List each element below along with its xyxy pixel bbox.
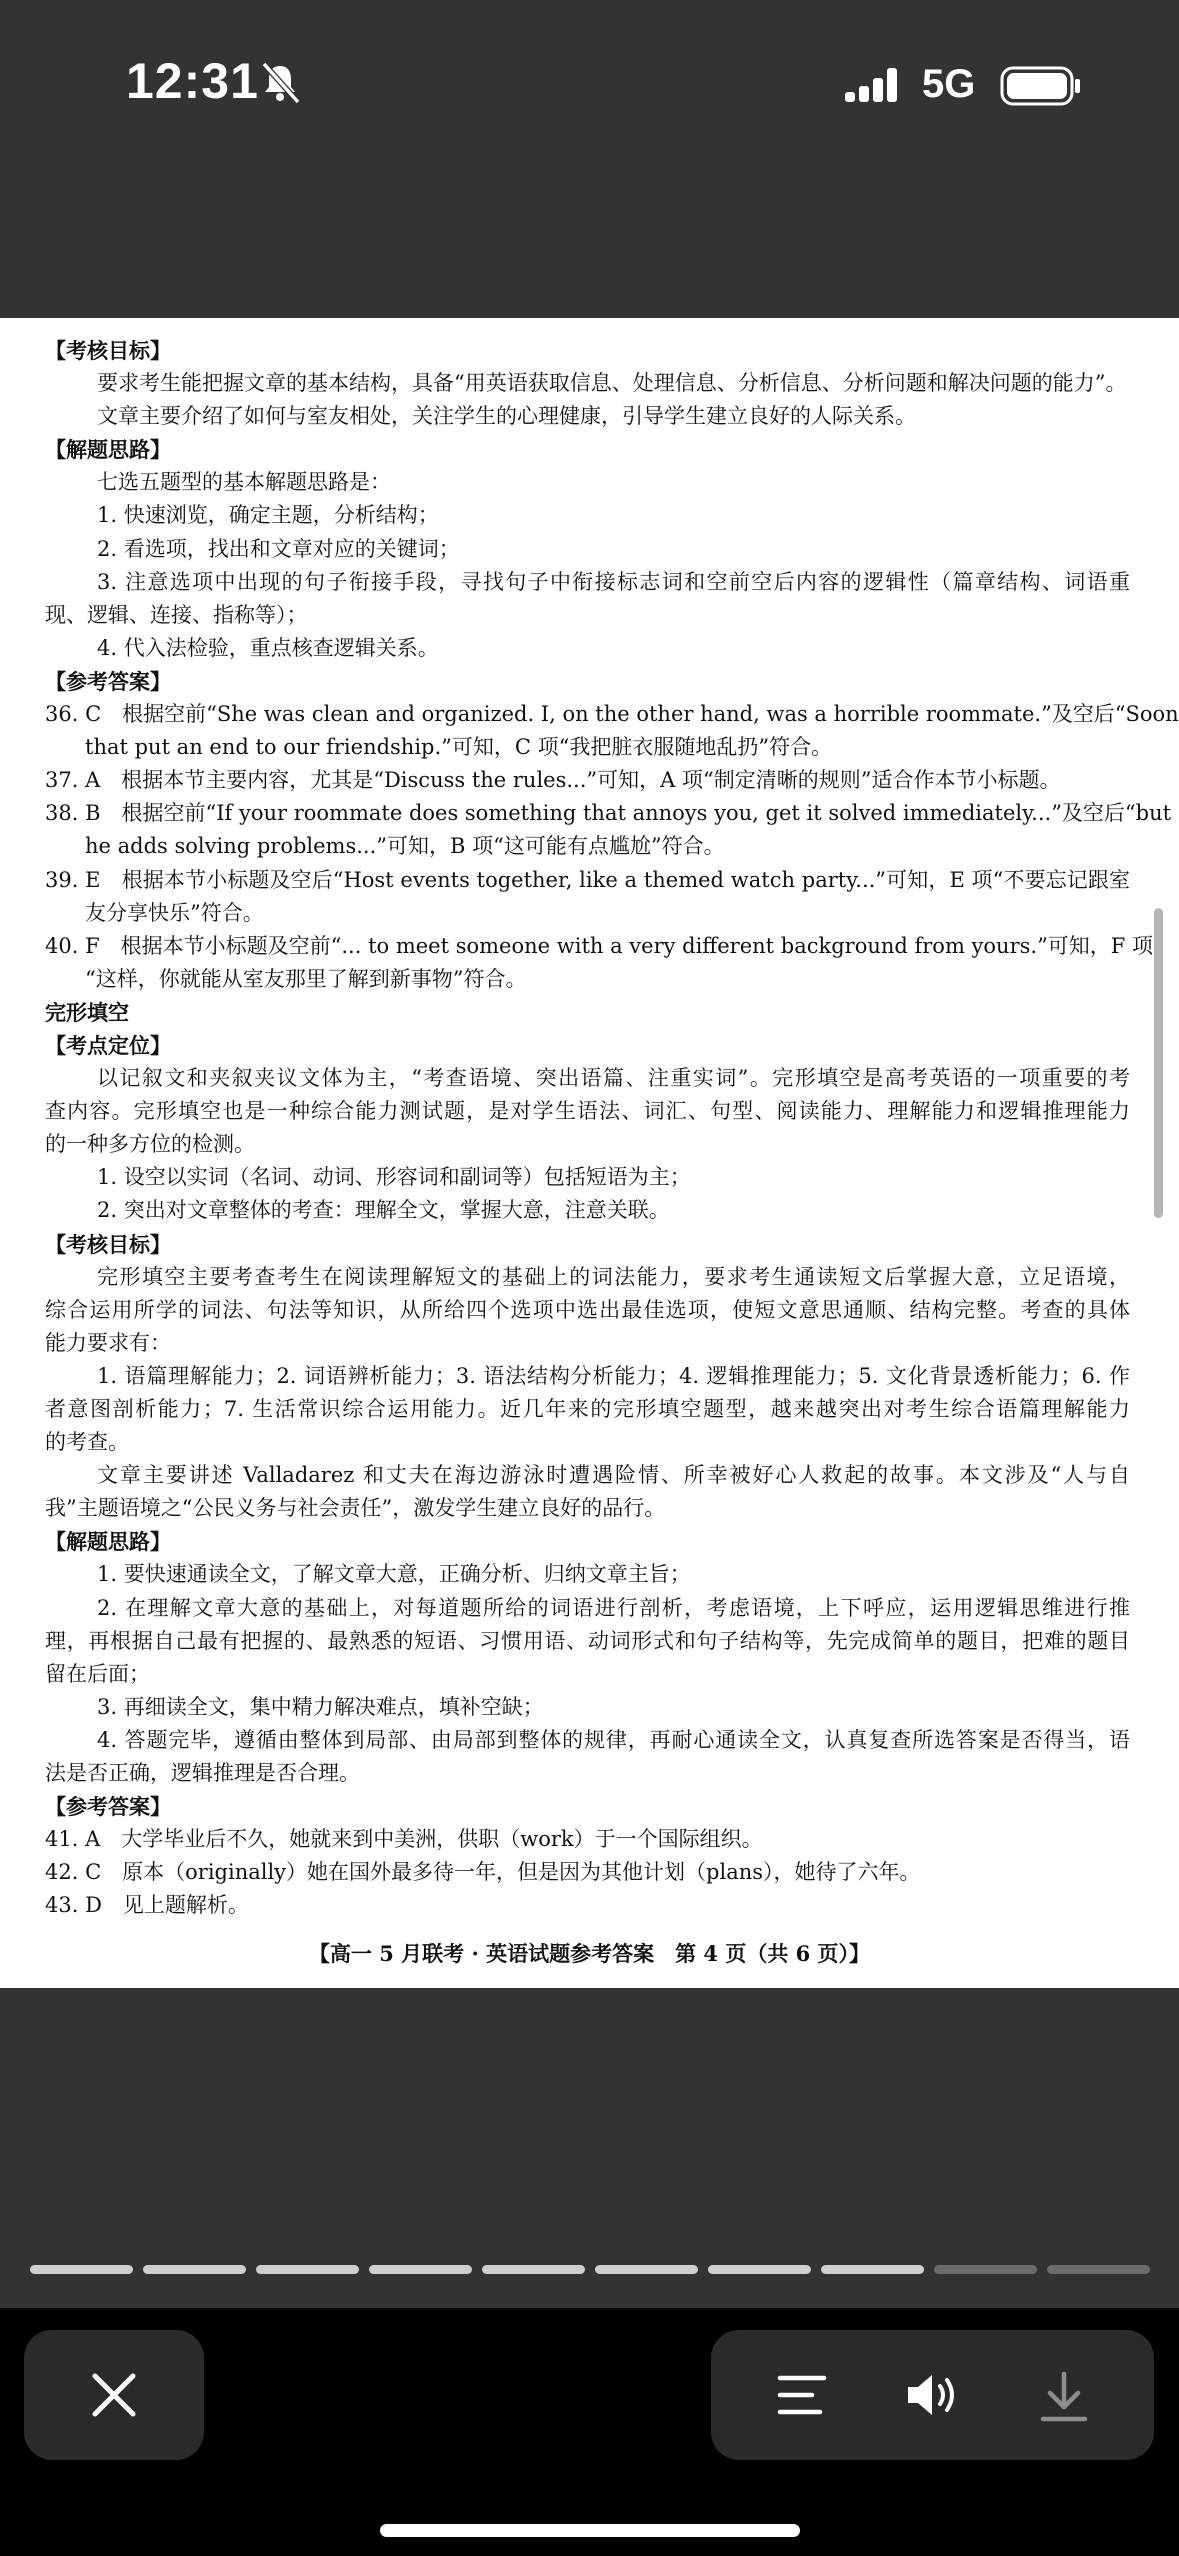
text-line: 综合运用所学的词法、句法等知识，从所给四个选项中选出最佳选项，使短文意思通顺、结构完整。考查的具体: [45, 1297, 1130, 1322]
text-line: he adds solving problems...”可知，B 项“这可能有点尴尬”符合。: [85, 834, 725, 859]
progress-segment: [1047, 2265, 1150, 2274]
progress-segment: [934, 2265, 1037, 2274]
text-line: 41. A 大学毕业后不久，她就来到中美洲，供职（work）于一个国际组织。: [45, 1827, 763, 1852]
status-bar: [0, 0, 1179, 160]
speaker-icon[interactable]: [904, 2370, 964, 2420]
text-line: 文章主要讲述 Valladarez 和丈夫在海边游泳时遭遇险情、所幸被好心人救起的故事。本文涉及“人与自: [97, 1463, 1130, 1488]
status-time: 12:31: [126, 53, 259, 109]
battery-icon: [1000, 64, 1082, 108]
text-line: that put an end to our friendship.”可知，C 项“我把脏衣服随地乱扔”符合。: [85, 735, 833, 760]
text-line: 42. C 原本（originally）她在国外最多待一年，但是因为其他计划（plans），她待了六年。: [45, 1860, 921, 1885]
text-line: 1. 要快速通读全文，了解文章大意，正确分析、归纳文章主旨；: [97, 1562, 691, 1587]
text-line: 完形填空主要考查考生在阅读理解短文的基础上的词法能力，要求考生通读短文后掌握大意，立足语境，: [97, 1264, 1130, 1289]
tools-panel: [711, 2330, 1154, 2460]
scrollbar[interactable]: [1154, 908, 1163, 1218]
text-line: 能力要求有：: [45, 1330, 171, 1355]
text-line: 4. 代入法检验，重点核查逻辑关系。: [97, 635, 439, 660]
download-icon[interactable]: [1039, 2370, 1089, 2424]
text-line: 1. 设空以实词（名词、动词、形容词和副词等）包括短语为主；: [97, 1165, 691, 1190]
bell-slash-icon: [258, 60, 302, 104]
text-line: 理，再根据自己最有把握的、最熟悉的短语、习惯用语、动词形式和句子结构等，先完成简单的题目，把难的题目: [45, 1628, 1130, 1653]
text-line: 友分享快乐”符合。: [85, 900, 264, 925]
signal-icon: [845, 62, 907, 108]
document-page[interactable]: [0, 318, 1179, 1988]
text-line: 七选五题型的基本解题思路是：: [97, 470, 391, 495]
text-line: 现、逻辑、连接、指称等）；: [45, 602, 308, 627]
page-progress: [30, 2265, 1150, 2275]
text-line: 文章主要介绍了如何与室友相处，关注学生的心理健康，引导学生建立良好的人际关系。: [97, 404, 916, 429]
text-line: 2. 在理解文章大意的基础上，对每道题所给的词语进行剖析，考虑语境，上下呼应，运用逻辑思维进行推: [97, 1595, 1130, 1620]
text-line: 以记叙文和夹叙夹议文体为主，“考查语境、突出语篇、注重实词”。完形填空是高考英语的一项重要的考: [97, 1066, 1130, 1091]
page-footer: 【高一 5 月联考 · 英语试题参考答案 第 4 页（共 6 页）】: [308, 1941, 871, 1966]
text-line: 【考核目标】: [45, 338, 171, 363]
bottom-toolbar: [0, 2308, 1179, 2556]
text-line: 36. C 根据空前“She was clean and organized. I, on the other hand, was a horrible roommate.”及空后“Soon: [45, 702, 1179, 727]
progress-segment: [369, 2265, 472, 2274]
text-line: 【参考答案】: [45, 1794, 171, 1820]
text-line: 查内容。完形填空也是一种综合能力测试题，是对学生语法、词汇、句型、阅读能力、理解能力和逻辑推理能力: [45, 1099, 1130, 1124]
progress-segment: [595, 2265, 698, 2274]
close-icon: [89, 2370, 139, 2420]
text-line: 【解题思路】: [45, 1529, 171, 1555]
document-text: [45, 334, 1179, 1923]
progress-segment: [482, 2265, 585, 2274]
text-line: 【考点定位】: [45, 1032, 171, 1058]
progress-segment: [30, 2265, 133, 2274]
text-line: 37. A 根据本节主要内容，尤其是“Discuss the rules...”可知，A 项“制定清晰的规则”适合作本节小标题。: [45, 768, 1061, 793]
text-line: 法是否正确，逻辑推理是否合理。: [45, 1761, 360, 1786]
text-line: 我”主题语境之“公民义务与社会责任”，激发学生建立良好的品行。: [45, 1496, 666, 1521]
home-indicator[interactable]: [380, 2524, 800, 2537]
text-line: 的一种多方位的检测。: [45, 1132, 255, 1157]
progress-segment: [143, 2265, 246, 2274]
network-type: 5G: [922, 62, 976, 106]
text-line: 43. D 见上题解析。: [45, 1893, 249, 1918]
text-line: 38. B 根据空前“If your roommate does something that annoys you, get it solved immediately...”及空后“but: [45, 801, 1172, 826]
text-line: 2. 突出对文章整体的考查：理解全文，掌握大意，注意关联。: [97, 1198, 670, 1223]
text-line: 3. 注意选项中出现的句子衔接手段，寻找句子中衔接标志词和空前空后内容的逻辑性（篇章结构、词语重: [97, 569, 1130, 594]
text-line: 39. E 根据本节小标题及空后“Host events together, like a themed watch party...”可知，E 项“不要忘记跟室: [45, 867, 1130, 892]
text-line: 1. 语篇理解能力；2. 词语辨析能力；3. 语法结构分析能力；4. 逻辑推理能力；5. 文化背景透析能力；6. 作: [97, 1363, 1130, 1388]
close-button[interactable]: [24, 2330, 204, 2460]
text-line: 3. 再细读全文，集中精力解决难点，填补空缺；: [97, 1694, 544, 1719]
text-line: “这样，你就能从室友那里了解到新事物”符合。: [85, 966, 527, 991]
progress-segment: [821, 2265, 924, 2274]
text-line: 完形填空: [45, 999, 129, 1025]
text-line: 留在后面；: [45, 1661, 150, 1686]
progress-segment: [708, 2265, 811, 2274]
text-line: 者意图剖析能力；7. 生活常识综合运用能力。近几年来的完形填空题型，越来越突出对考生综合语篇理解能力: [45, 1397, 1130, 1421]
list-icon[interactable]: [776, 2370, 828, 2420]
text-line: 的考查。: [45, 1430, 129, 1455]
text-line: 【参考答案】: [45, 668, 171, 694]
text-line: 40. F 根据本节小标题及空前“... to meet someone with a very different background from yours.”可知，F 项: [45, 933, 1154, 958]
text-line: 2. 看选项，找出和文章对应的关键词；: [97, 536, 460, 561]
text-line: 【考核目标】: [45, 1231, 171, 1257]
text-line: 4. 答题完毕，遵循由整体到局部、由局部到整体的规律，再耐心通读全文，认真复查所选答案是否得当，语: [97, 1727, 1130, 1752]
progress-segment: [256, 2265, 359, 2274]
text-line: 要求考生能把握文章的基本结构，具备“用英语获取信息、处理信息、分析信息、分析问题和解决问题的能力”。: [97, 371, 1127, 396]
text-line: 【解题思路】: [45, 437, 171, 463]
text-line: 1. 快速浏览，确定主题，分析结构；: [97, 503, 439, 528]
